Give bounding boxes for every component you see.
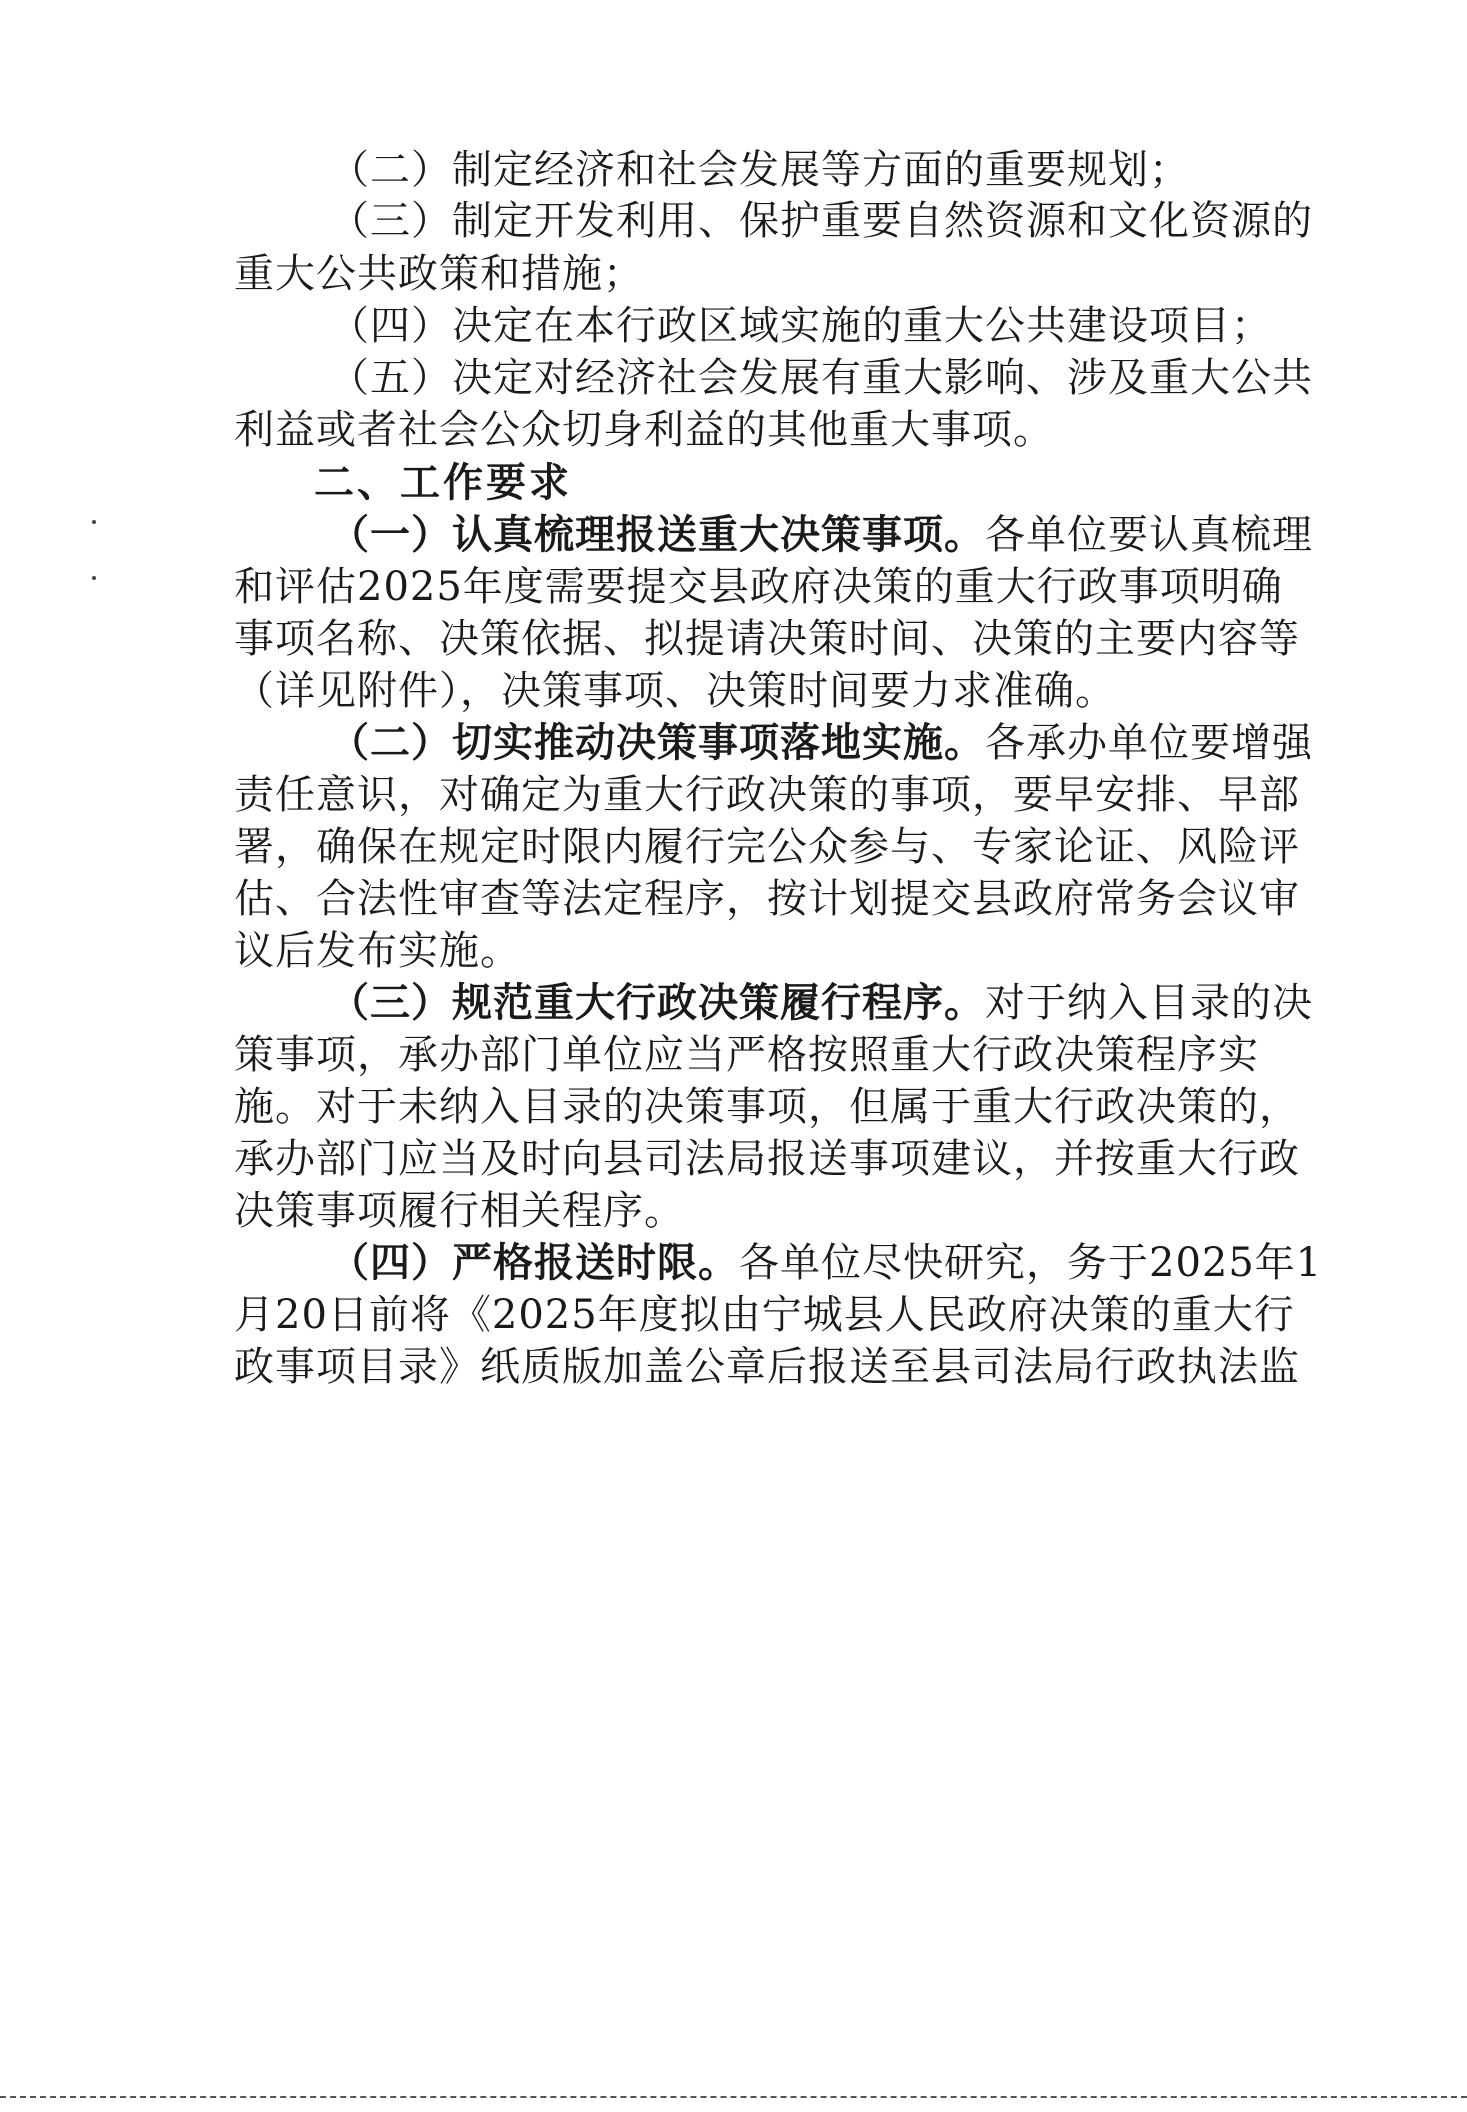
scan-speck xyxy=(92,520,96,524)
requirement-3-line3: 施。对于未纳入目录的决策事项，但属于重大行政决策的， xyxy=(234,1084,1300,1130)
requirement-2-text: 各承办单位要增强 xyxy=(985,720,1313,766)
scan-speck xyxy=(92,576,96,580)
list-item-5-line2: 利益或者社会公众切身利益的其他重大事项。 xyxy=(234,407,1054,453)
requirement-2-title: （二）切实推动决策事项落地实施。 xyxy=(329,719,985,766)
requirement-4-line2: 月20日前将《2025年度拟由宁城县人民政府决策的重大行 xyxy=(234,1292,1295,1338)
requirement-2-line4: 估、合法性审查等法定程序，按计划提交县政府常务会议审 xyxy=(234,876,1300,922)
list-item-4: （四）决定在本行政区域实施的重大公共建设项目； xyxy=(329,303,1272,349)
requirement-2-line5: 议后发布实施。 xyxy=(234,928,521,974)
requirement-4-line3: 政事项目录》纸质版加盖公章后报送至县司法局行政执法监 xyxy=(234,1344,1300,1390)
requirement-2-line3: 署，确保在规定时限内履行完公众参与、专家论证、风险评 xyxy=(234,824,1300,870)
requirement-2-line2: 责任意识，对确定为重大行政决策的事项，要早安排、早部 xyxy=(234,772,1300,818)
requirement-1-line4: （详见附件），决策事项、决策时间要力求准确。 xyxy=(234,668,1116,714)
requirement-3-line4: 承办部门应当及时向县司法局报送事项建议，并按重大行政 xyxy=(234,1136,1300,1182)
requirement-1-text: 各单位要认真梳理 xyxy=(985,512,1313,558)
requirement-1-line2: 和评估2025年度需要提交县政府决策的重大行政事项明确 xyxy=(234,564,1283,610)
requirement-4-text: 各单位尽快研究，务于2025年1 xyxy=(739,1240,1323,1286)
requirement-3-title: （三）规范重大行政决策履行程序。 xyxy=(329,979,985,1026)
requirement-3-line5: 决策事项履行相关程序。 xyxy=(234,1188,685,1234)
list-item-3-line2: 重大公共政策和措施； xyxy=(234,251,644,297)
requirement-1-title: （一）认真梳理报送重大决策事项。 xyxy=(329,511,985,558)
requirement-3-text: 对于纳入目录的决 xyxy=(985,980,1313,1026)
requirement-1-line3: 事项名称、决策依据、拟提请决策时间、决策的主要内容等 xyxy=(234,616,1300,662)
section-heading: 二、工作要求 xyxy=(314,459,572,506)
list-item-2: （二）制定经济和社会发展等方面的重要规划； xyxy=(329,147,1190,193)
requirement-4-title: （四）严格报送时限。 xyxy=(329,1239,739,1286)
list-item-3-line1: （三）制定开发利用、保护重要自然资源和文化资源的 xyxy=(329,198,1313,244)
page-bottom-border xyxy=(0,2096,1467,2098)
requirement-3-line2: 策事项，承办部门单位应当严格按照重大行政决策程序实 xyxy=(234,1032,1259,1078)
list-item-5-line1: （五）决定对经济社会发展有重大影响、涉及重大公共 xyxy=(329,355,1313,401)
